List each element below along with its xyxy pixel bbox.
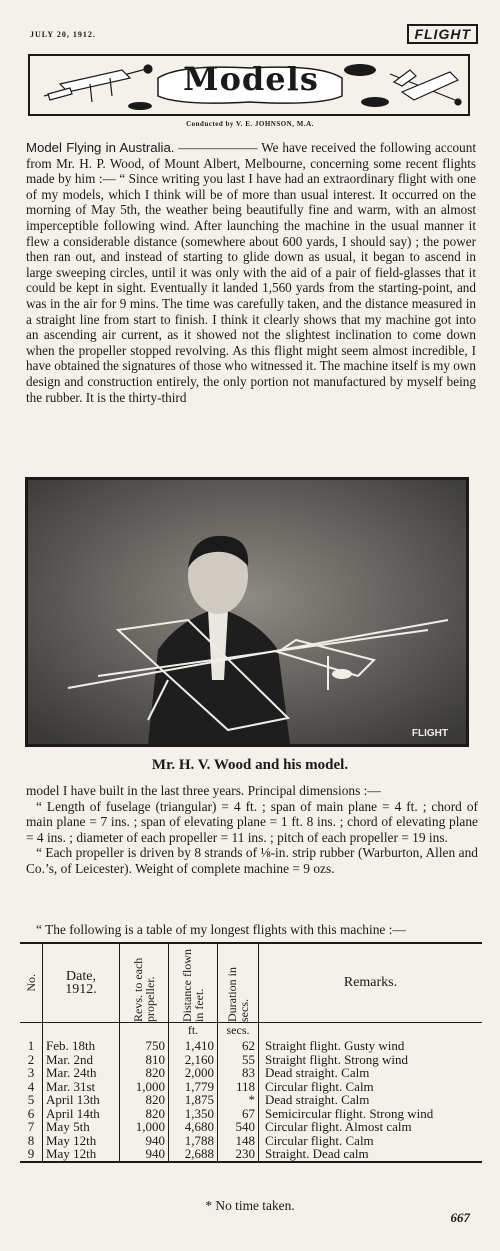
cell-date: April 14th (43, 1107, 120, 1121)
cell-duration: 83 (218, 1066, 259, 1080)
conducted-by: Conducted by V. E. JOHNSON, M.A. (186, 120, 314, 128)
article-lead: Model Flying in Australia. (26, 140, 175, 155)
cell-date: May 12th (43, 1147, 120, 1162)
table-row (20, 1093, 482, 1107)
page-number: 667 (450, 1210, 470, 1225)
cell-no: 9 (20, 1147, 43, 1162)
photo (25, 477, 469, 747)
cell-distance: 2,000 (169, 1066, 218, 1080)
cell-duration: 230 (218, 1147, 259, 1162)
unit-distance: ft. (169, 1023, 218, 1040)
journal-name: FLIGHT (407, 24, 478, 44)
cell-revs: 810 (120, 1053, 169, 1067)
cell-duration: 148 (218, 1134, 259, 1148)
photo-credit: FLIGHT (411, 728, 448, 739)
table-row (20, 1053, 482, 1067)
cell-remarks: Semicircular flight. Strong wind (265, 1105, 434, 1121)
cell-remarks: Dead straight. Calm (265, 1092, 370, 1107)
cell-date: Mar. 31st (43, 1080, 120, 1094)
cell-no: 6 (20, 1107, 43, 1121)
cell-no: 8 (20, 1134, 43, 1148)
unit-duration: secs. (218, 1023, 259, 1040)
cell-revs: 940 (120, 1134, 169, 1148)
cell-date: Mar. 24th (43, 1066, 120, 1080)
cell-revs: 750 (120, 1039, 169, 1053)
cell-revs: 820 (120, 1107, 169, 1121)
cell-no: 2 (20, 1053, 43, 1067)
header-remarks: Remarks. (259, 943, 483, 1023)
cell-revs: 1,000 (120, 1080, 169, 1094)
cell-remarks: Circular flight. Calm (265, 1078, 374, 1094)
article-body-top (26, 140, 476, 405)
table-row (20, 1107, 482, 1121)
article-paragraph-3: “ Length of fuselage (triangular) = 4 ft. ; span of main plane = 4 ft. ; chord of main plane = 7 ins. ; span of elevating plane = 1 ft. 8 ins. ; chord of elevating plane = 4 ins. ; diameter of each propeller = 11 ins. ; pitch of each propeller = 19 ins. (26, 798, 478, 845)
table-units-row (20, 1023, 482, 1040)
cell-duration: * (218, 1093, 259, 1107)
cell-date: Mar. 2nd (43, 1053, 120, 1067)
table-row (20, 1066, 482, 1080)
left-aeroplane-icon (44, 65, 152, 102)
cell-remarks: Straight flight. Strong wind (265, 1051, 408, 1067)
cell-distance: 1,350 (169, 1107, 218, 1121)
cell-revs: 1,000 (120, 1120, 169, 1134)
cell-no: 4 (20, 1080, 43, 1094)
cell-distance: 1,410 (169, 1039, 218, 1053)
header-distance: Distance flown in feet. (169, 943, 218, 1023)
table-footnote: * No time taken. (205, 1198, 295, 1213)
cell-date: April 13th (43, 1093, 120, 1107)
lead-dash: —————— (178, 140, 258, 155)
cell-duration: 67 (218, 1107, 259, 1121)
section-title: Models (183, 60, 319, 98)
photo-image (28, 480, 466, 744)
cell-distance: 1,875 (169, 1093, 218, 1107)
cell-duration: 118 (218, 1080, 259, 1094)
article-paragraph-4: “ Each propeller is driven by 8 strands of ⅛-in. strip rubber (Warburton, Allen and Co.’s, of Leicester). Weight of complete machine = 9 ozs. (26, 845, 478, 876)
cell-remarks: Circular flight. Calm (265, 1132, 374, 1148)
header-date: Date, 1912. (43, 943, 120, 1023)
article-paragraph-2: model I have built in the last three years. Principal dimensions :— (26, 783, 381, 798)
cell-no: 7 (20, 1120, 43, 1134)
article-body-bottom (26, 783, 478, 877)
cell-distance: 1,788 (169, 1134, 218, 1148)
header-revs: Revs. to each propeller. (120, 943, 169, 1023)
table-row (20, 1080, 482, 1094)
cell-remarks: Straight. Dead calm (259, 1147, 483, 1162)
cell-revs: 820 (120, 1066, 169, 1080)
cell-revs: 940 (120, 1147, 169, 1162)
cell-remarks: Dead straight. Calm (265, 1065, 370, 1080)
section-header (28, 54, 470, 116)
cell-no: 5 (20, 1093, 43, 1107)
cell-distance: 2,160 (169, 1053, 218, 1067)
header-no: No. (20, 943, 43, 1023)
cell-remarks: Circular flight. Almost calm (265, 1119, 412, 1134)
table-row (20, 1134, 482, 1148)
table-body (20, 1039, 482, 1162)
top-line (30, 24, 478, 48)
table-intro: “ The following is a table of my longest flights with this machine :— (36, 922, 406, 937)
table-header-row (20, 943, 482, 1023)
right-aeroplane-icon (390, 70, 461, 105)
cell-distance: 2,688 (169, 1147, 218, 1162)
photo-caption: Mr. H. V. Wood and his model. (151, 757, 349, 773)
table-row (20, 1120, 482, 1134)
cell-no: 1 (20, 1039, 43, 1053)
cell-date: Feb. 18th (43, 1039, 120, 1053)
cell-distance: 1,779 (169, 1080, 218, 1094)
article-paragraph-1: We have received the following account from Mr. H. P. Wood, of Mount Albert, Melbourne, concerning some recent flights made by him :— “ Since writing you last I have had an extraordinary flight with one of my models, which I think will be of more than usual interest. It occurred on the morning of May 5th, the weather being beautifully fine and warm, with an almost imperceptible following wind. After launching the machine in the usual manner it flew a considerable distance (somewhere about 600 yards, I should say) ; the power then ran out, and instead of starting to glide down as usual, it began to ascend in large sweeping circles, until it was only with the aid of a pair of field-glasses that it could be kept in sight. Eventually it landed 1,560 yards from the starting-point, and was in the air for 9 mins. The time was carefully taken, and the distance measured in a straight line from start to finish. I think it clearly shows that my machine got into an ascending air current, as it showed not the slightest inclination to come down when the propeller stopped revolving. As this flight might seem almost incredible, I have obtained the signatures of those who witnessed it. The machine itself is my own design and construction entirely, the only portion not manufactured by myself being the rubber. It is the thirty-third (26, 140, 476, 405)
cell-date: May 12th (43, 1134, 120, 1148)
cell-remarks: Straight flight. Gusty wind (265, 1038, 405, 1053)
cell-distance: 4,680 (169, 1120, 218, 1134)
cell-duration: 55 (218, 1053, 259, 1067)
cell-duration: 62 (218, 1039, 259, 1053)
issue-date: JULY 20, 1912. (30, 30, 96, 39)
table-row (20, 1039, 482, 1053)
flights-table (20, 942, 482, 1163)
cell-revs: 820 (120, 1093, 169, 1107)
table-row (20, 1147, 482, 1162)
cell-date: May 5th (43, 1120, 120, 1134)
header-duration: Duration in secs. (218, 943, 259, 1023)
propeller-hub (332, 669, 352, 679)
cell-no: 3 (20, 1066, 43, 1080)
cell-duration: 540 (218, 1120, 259, 1134)
